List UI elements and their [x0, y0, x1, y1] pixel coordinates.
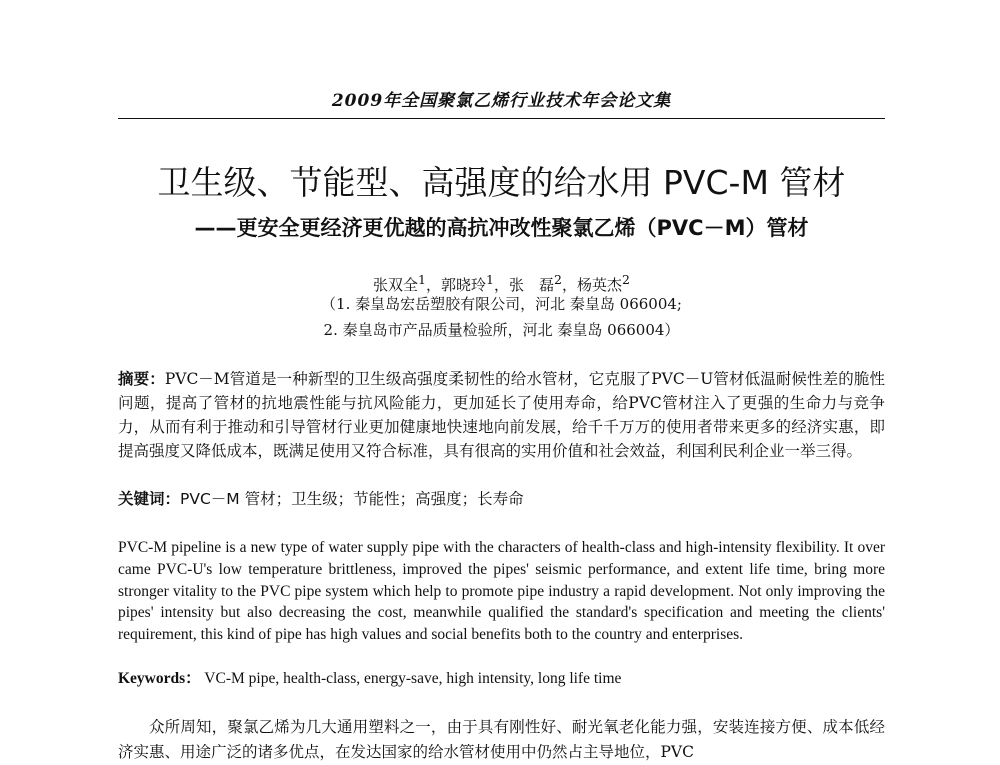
abstract-english: PVC-M pipeline is a new type of water supply pipe with the characters of health-class and high-intensity flexibility. It over came PVC-U's low temperature brittleness, improved the pipes' seismic performance, and extent life time, bring more stronger vitality to the PVC pipe system which help to promote pipe industry a rapid development. Not only improving the pipes' intensity but also decreasing the cost, meanwhile qualified the standard's specification and meeting the clients' requirement, this kind of pipe has high values and social benefits both to the country and enterprises. — [118, 539, 885, 644]
author-separator: ， — [561, 276, 577, 294]
keywords-chinese — [118, 487, 885, 511]
author-affil-mark: 1 — [418, 272, 426, 287]
keywords-text: PVC－M 管材；卫生级；节能性；高强度；长寿命 — [180, 490, 524, 508]
author-name: 张双全 — [373, 276, 419, 294]
author-separator: ， — [426, 276, 442, 294]
author-affil-mark: 1 — [486, 272, 494, 287]
author-name: 张 磊 — [509, 276, 555, 294]
author-separator: ， — [493, 276, 509, 294]
author-affil-mark: 2 — [554, 272, 562, 287]
keywords-en-label: Keywords： — [118, 670, 201, 687]
author-affil-mark: 2 — [622, 272, 630, 287]
paper-subtitle: ——更安全更经济更优越的高抗冲改性聚氯乙烯（PVC－M）管材 — [194, 216, 809, 240]
body-paragraph: 众所周知，聚氯乙烯为几大通用塑料之一，由于具有刚性好、耐光氧老化能力强，安装连接方便、成本低经济实惠、用途广泛的诸多优点，在发达国家的给水管材使用中仍然占主导地位，PVC — [118, 718, 885, 761]
affiliation-line-2: 2. 秦皇岛市产品质量检验所，河北 秦皇岛 066004） — [323, 321, 680, 339]
keywords-english — [118, 668, 885, 690]
abstract-label: 摘要： — [118, 370, 165, 388]
paper-title: 卫生级、节能型、高强度的给水用 PVC-M 管材 — [157, 163, 846, 202]
author-name: 郭晓玲 — [441, 276, 487, 294]
keywords-label: 关键词： — [118, 490, 181, 508]
abstract-text: PVC－M管道是一种新型的卫生级高强度柔韧性的给水管材，它克服了PVC－U管材低温耐候性差的脆性问题，提高了管材的抗地震性能与抗风险能力，更加延长了使用寿命，给PVC管材注入了更强的生命力与竞争力，从而有利于推动和引导管材行业更加健康地快速地向前发展，给千千万万的使用者带来更多的经济实惠，即提高强度又降低成本，既满足使用又符合标准，具有很高的实用价值和社会效益，利国利民利企业一举三得。 — [118, 370, 885, 460]
author-list — [118, 269, 885, 296]
running-header: 2009年全国聚氯乙烯行业技术年会论文集 — [331, 91, 672, 111]
affiliation-line-1: （1. 秦皇岛宏岳塑胶有限公司，河北 秦皇岛 066004; — [321, 295, 682, 313]
header-rule — [118, 118, 885, 119]
author-name: 杨英杰 — [576, 276, 622, 294]
keywords-en-text: VC-M pipe, health-class, energy-save, high intensity, long life time — [204, 670, 622, 687]
abstract-chinese — [118, 367, 885, 463]
